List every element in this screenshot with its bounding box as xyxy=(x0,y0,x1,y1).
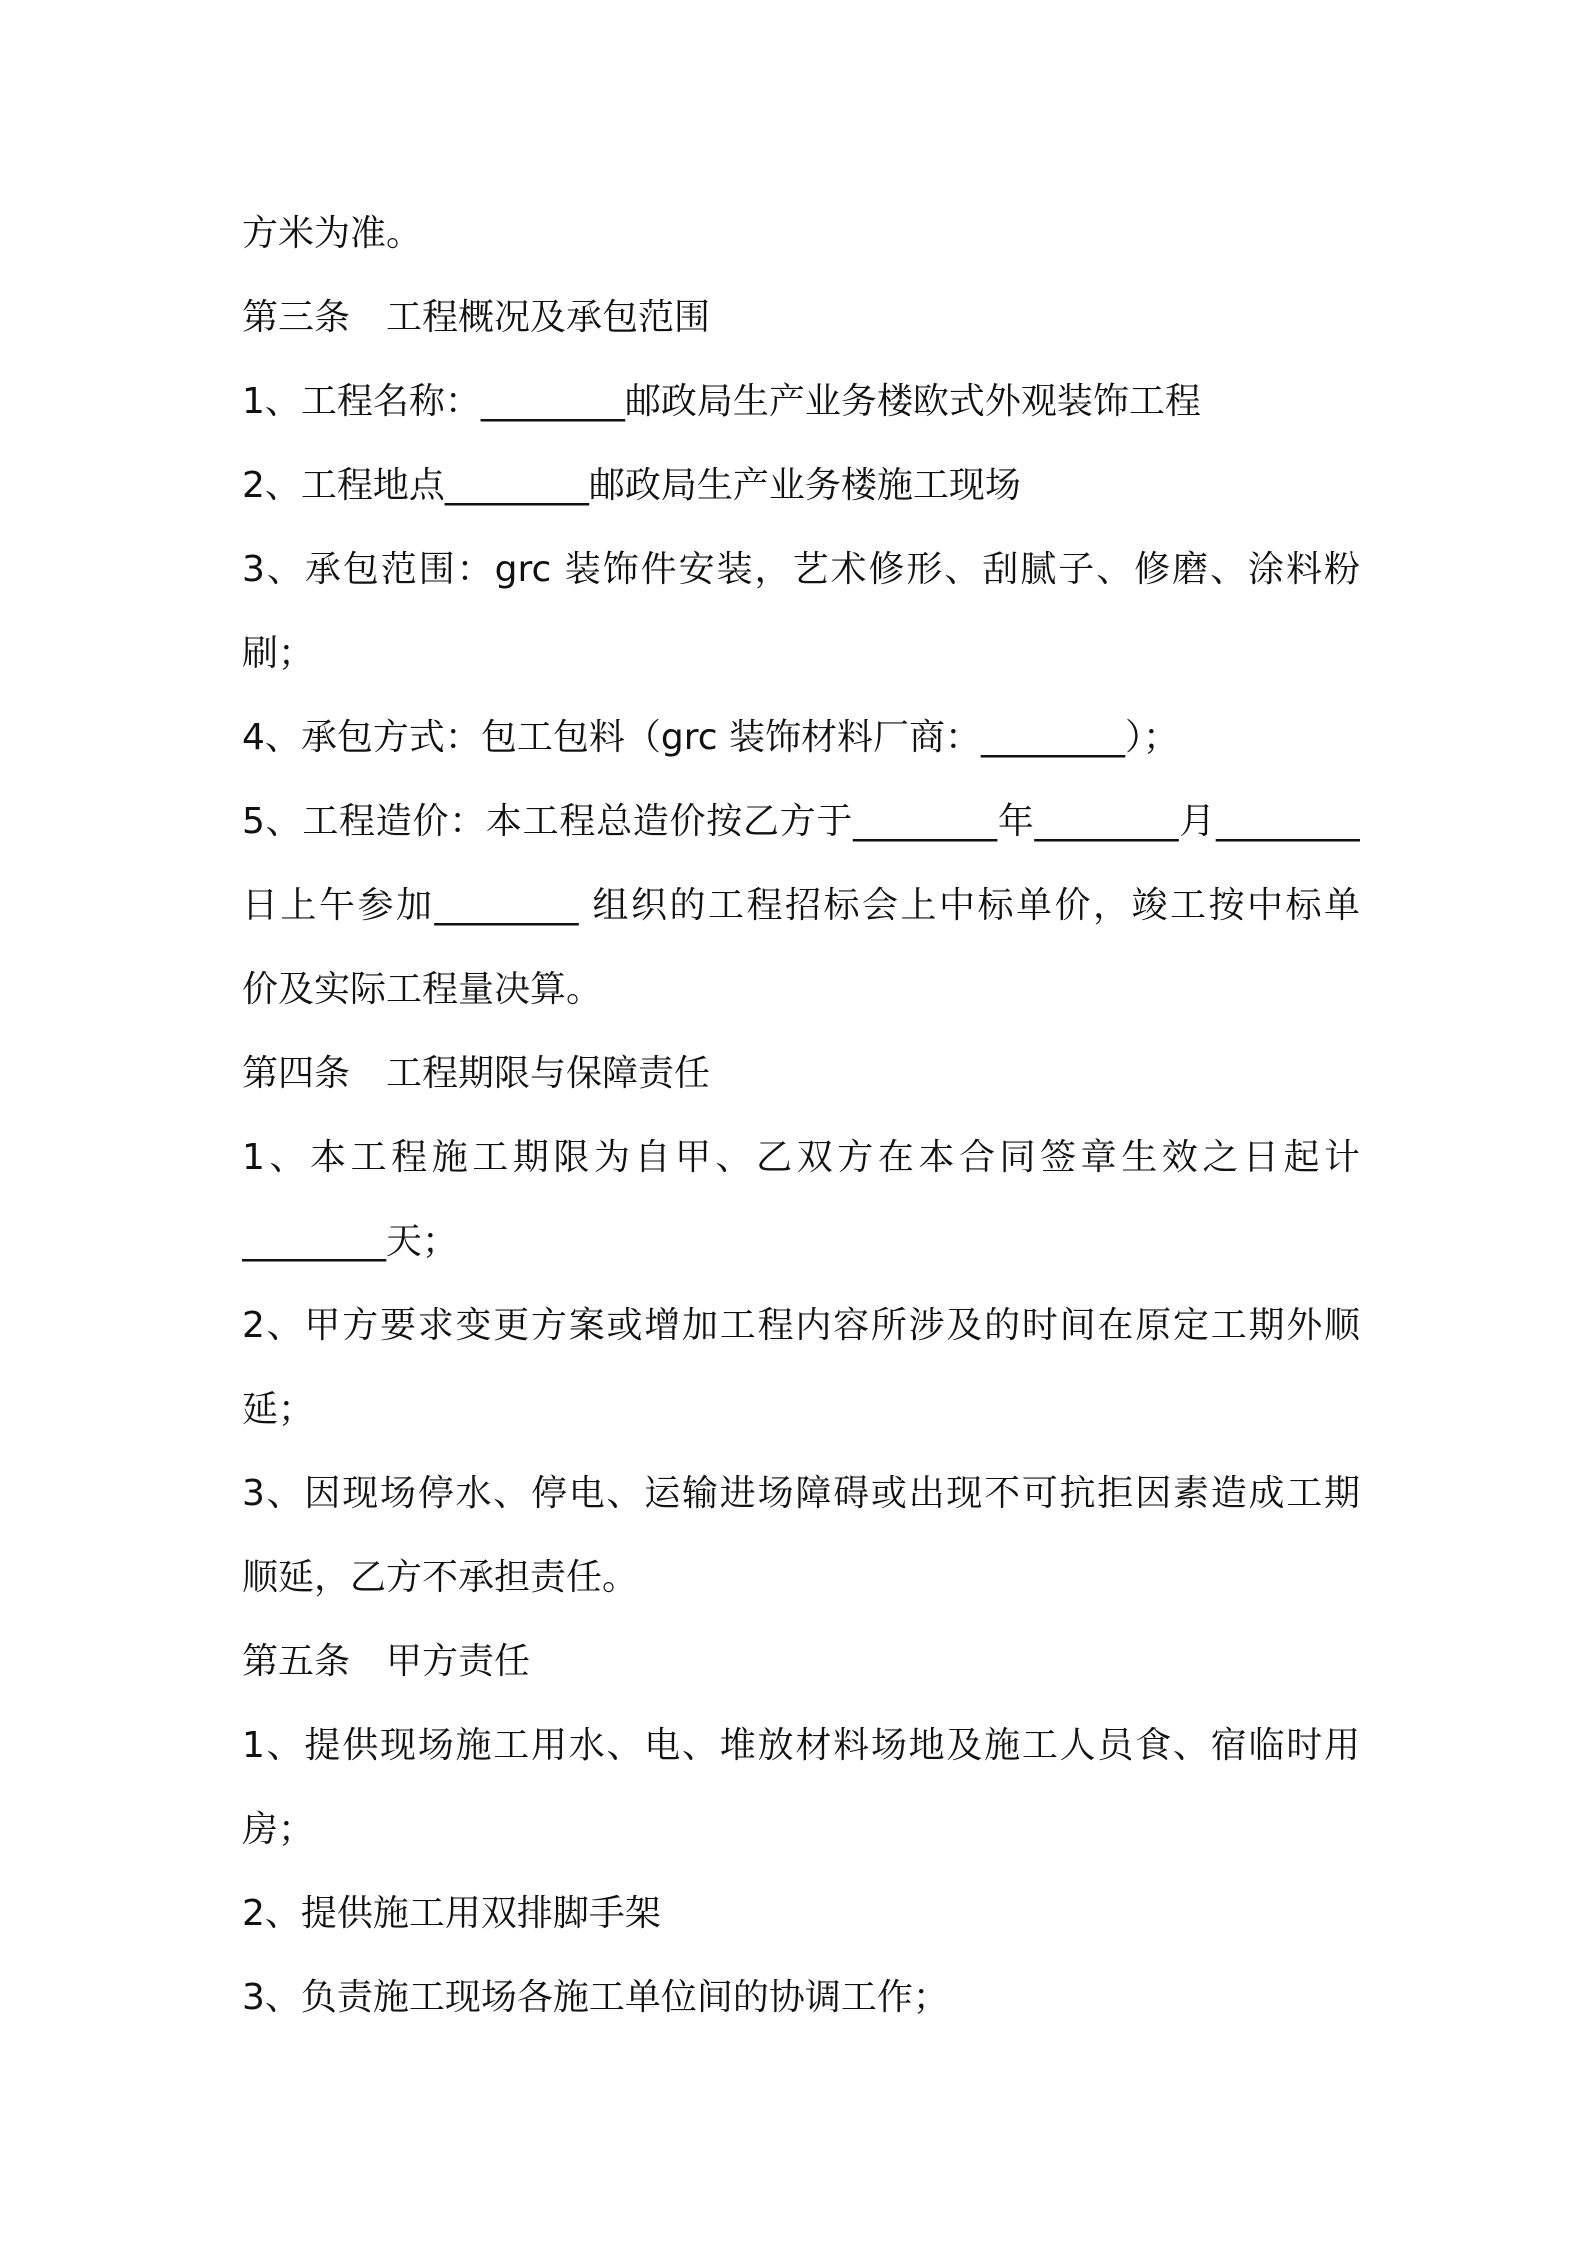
text-line: 1、工程名称：________邮政局生产业务楼欧式外观装饰工程 xyxy=(242,381,1201,422)
text-line: 5、工程造价：本工程总造价按乙方于________年________月________ xyxy=(242,801,1360,842)
text-line: 1、提供现场施工用水、电、堆放材料场地及施工人员食、宿临时用 xyxy=(242,1725,1360,1766)
text-line: 4、承包方式：包工包料（grc 装饰材料厂商：________）； xyxy=(242,717,1180,758)
text-line: 房； xyxy=(242,1809,315,1850)
text-line: 2、提供施工用双排脚手架 xyxy=(242,1893,661,1934)
text-line: 方米为准。 xyxy=(242,213,423,254)
document-body xyxy=(242,192,1360,2040)
text-line: 刷； xyxy=(242,633,315,674)
text-line: 价及实际工程量决算。 xyxy=(242,969,603,1010)
section-heading-5: 第五条 甲方责任 xyxy=(242,1641,531,1682)
section-heading-4: 第四条 工程期限与保障责任 xyxy=(242,1053,711,1094)
text-line: 日上午参加________ 组织的工程招标会上中标单价，竣工按中标单 xyxy=(242,885,1360,926)
text-line: ________天； xyxy=(242,1221,459,1262)
text-line: 2、工程地点________邮政局生产业务楼施工现场 xyxy=(242,465,1021,506)
text-line: 3、承包范围：grc 装饰件安装，艺术修形、刮腻子、修磨、涂料粉 xyxy=(242,549,1360,590)
text-line: 3、负责施工现场各施工单位间的协调工作； xyxy=(242,1977,949,2018)
text-line: 3、因现场停水、停电、运输进场障碍或出现不可抗拒因素造成工期 xyxy=(242,1473,1360,1514)
text-line: 1、本工程施工期限为自甲、乙双方在本合同签章生效之日起计 xyxy=(242,1137,1360,1178)
section-heading-3: 第三条 工程概况及承包范围 xyxy=(242,297,711,338)
text-line: 2、甲方要求变更方案或增加工程内容所涉及的时间在原定工期外顺 xyxy=(242,1305,1360,1346)
text-line: 顺延，乙方不承担责任。 xyxy=(242,1557,639,1598)
text-line: 延； xyxy=(242,1389,315,1430)
